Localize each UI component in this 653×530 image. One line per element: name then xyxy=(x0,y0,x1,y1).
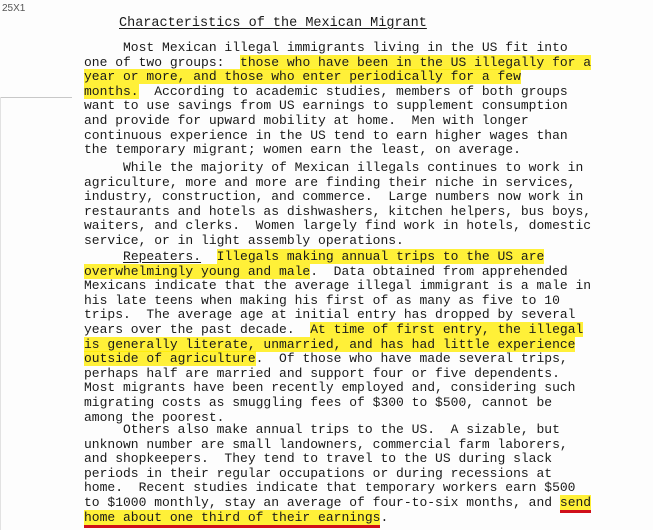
text-line xyxy=(84,41,644,56)
text-span: among the poorest. xyxy=(84,409,225,425)
document-title: Characteristics of the Mexican Migrant xyxy=(119,16,427,31)
text-line xyxy=(84,381,644,396)
highlighted-text: outside of agriculture xyxy=(84,351,256,367)
text-span: According to academic studies, members of both groups xyxy=(138,83,568,99)
text-span: migrating costs as smuggling fees of $300 to $500, cannot be xyxy=(84,394,553,410)
text-span: and shopkeepers. They tend to travel to the US during slack xyxy=(84,451,553,467)
text-line xyxy=(84,70,644,85)
text-line xyxy=(84,176,644,191)
text-span: unknown number are small landowners, commercial farm laborers, xyxy=(84,436,568,452)
text-span: industry, construction, and commerce. Large numbers now work in xyxy=(84,189,584,205)
text-span: restaurants and hotels as dishwashers, kitchen helpers, bus boys, xyxy=(84,203,592,219)
text-line xyxy=(84,234,644,249)
text-span: continuous experience in the US tend to earn higher wages than xyxy=(84,127,568,143)
text-span: . Data obtained from apprehended xyxy=(310,263,568,279)
text-line xyxy=(84,423,644,438)
paragraph-groups xyxy=(84,41,644,158)
text-line xyxy=(84,161,644,176)
text-span: Most migrants have been recently employed and, considering such xyxy=(84,380,576,396)
text-span: Others also make annual trips to the US. A sizable, but xyxy=(84,422,560,437)
text-span: home. Recent studies indicate that temporary workers earn $500 xyxy=(84,480,576,496)
text-line xyxy=(84,205,644,220)
text-span: waiters, and clerks. Women largely find work in hotels, domestic xyxy=(84,218,592,234)
margin-rule-horizontal xyxy=(0,97,72,98)
text-line xyxy=(84,114,644,129)
text-span: his late teens when making his first of as many as five to 10 xyxy=(84,292,560,308)
highlighted-underlined-text: send xyxy=(560,495,591,513)
text-span: to $1000 monthly, stay an average of four-to-six months, and xyxy=(84,494,560,510)
text-span: Mexicans indicate that the average illegal immigrant is a male in xyxy=(84,278,592,294)
text-span: service, or in light assembly operations. xyxy=(84,232,404,248)
text-line xyxy=(84,279,644,294)
text-line xyxy=(84,352,644,367)
highlighted-text: is generally literate, unmarried, and has had little experience xyxy=(84,336,576,352)
text-line xyxy=(84,294,644,309)
text-span: years over the past decade. xyxy=(84,321,311,337)
text-span: Most Mexican illegal immigrants living in the US fit into xyxy=(84,40,568,55)
text-line xyxy=(84,308,644,323)
text-span: one of two groups: xyxy=(84,54,241,70)
section-heading-repeaters: Repeaters. xyxy=(123,249,202,264)
paragraph-employment xyxy=(84,161,644,249)
highlighted-text: At time of first entry, the illegal xyxy=(310,321,584,337)
text-line xyxy=(84,56,644,71)
text-line xyxy=(84,129,644,144)
highlighted-text: overwhelmingly young and male xyxy=(84,263,311,279)
text-line xyxy=(84,481,644,496)
paragraph-annual-trips xyxy=(84,423,644,525)
text-span: While the majority of Mexican illegals continues to work in xyxy=(84,160,584,175)
text-line xyxy=(84,367,644,382)
text-line xyxy=(84,250,644,265)
text-span: perhaps half are married and support four or five dependents. xyxy=(84,365,560,381)
text-span: and provide for upward mobility at home. Men with longer xyxy=(84,112,529,128)
text-span: periods in their regular occupations or during recessions at xyxy=(84,465,553,481)
paragraph-repeaters xyxy=(84,250,644,425)
text-span: . Of those who have made several trips, xyxy=(255,351,568,367)
highlighted-text: months. xyxy=(84,83,139,99)
text-line xyxy=(84,265,644,280)
margin-rule-vertical xyxy=(0,97,1,530)
highlighted-underlined-text: home about one third of their earnings xyxy=(84,510,380,528)
text-line xyxy=(84,467,644,482)
text-line xyxy=(84,99,644,114)
text-line xyxy=(84,219,644,234)
text-line xyxy=(84,496,644,511)
text-span: . xyxy=(380,509,389,525)
text-line xyxy=(84,190,644,205)
text-line xyxy=(84,396,644,411)
text-span: the temporary migrant; women earn the least, on average. xyxy=(84,142,521,158)
text-line xyxy=(84,85,644,100)
page-reference-mark: 25X1 xyxy=(2,3,26,14)
highlighted-text: year or more, and those who enter periodically for a few xyxy=(84,69,521,85)
highlighted-text: those who have been in the US illegally for a xyxy=(240,54,592,70)
text-line xyxy=(84,143,644,158)
highlighted-text: Illegals making annual trips to the US are xyxy=(216,249,545,264)
text-span: trips. The average age at initial entry has dropped by several xyxy=(84,307,576,323)
text-span: agriculture, more and more are finding their niche in services, xyxy=(84,174,576,190)
text-line xyxy=(84,452,644,467)
text-line xyxy=(84,338,644,353)
text-span xyxy=(84,249,123,264)
text-span xyxy=(201,249,217,264)
text-line xyxy=(84,438,644,453)
text-line xyxy=(84,323,644,338)
text-span: want to use savings from US earnings to supplement consumption xyxy=(84,98,568,114)
